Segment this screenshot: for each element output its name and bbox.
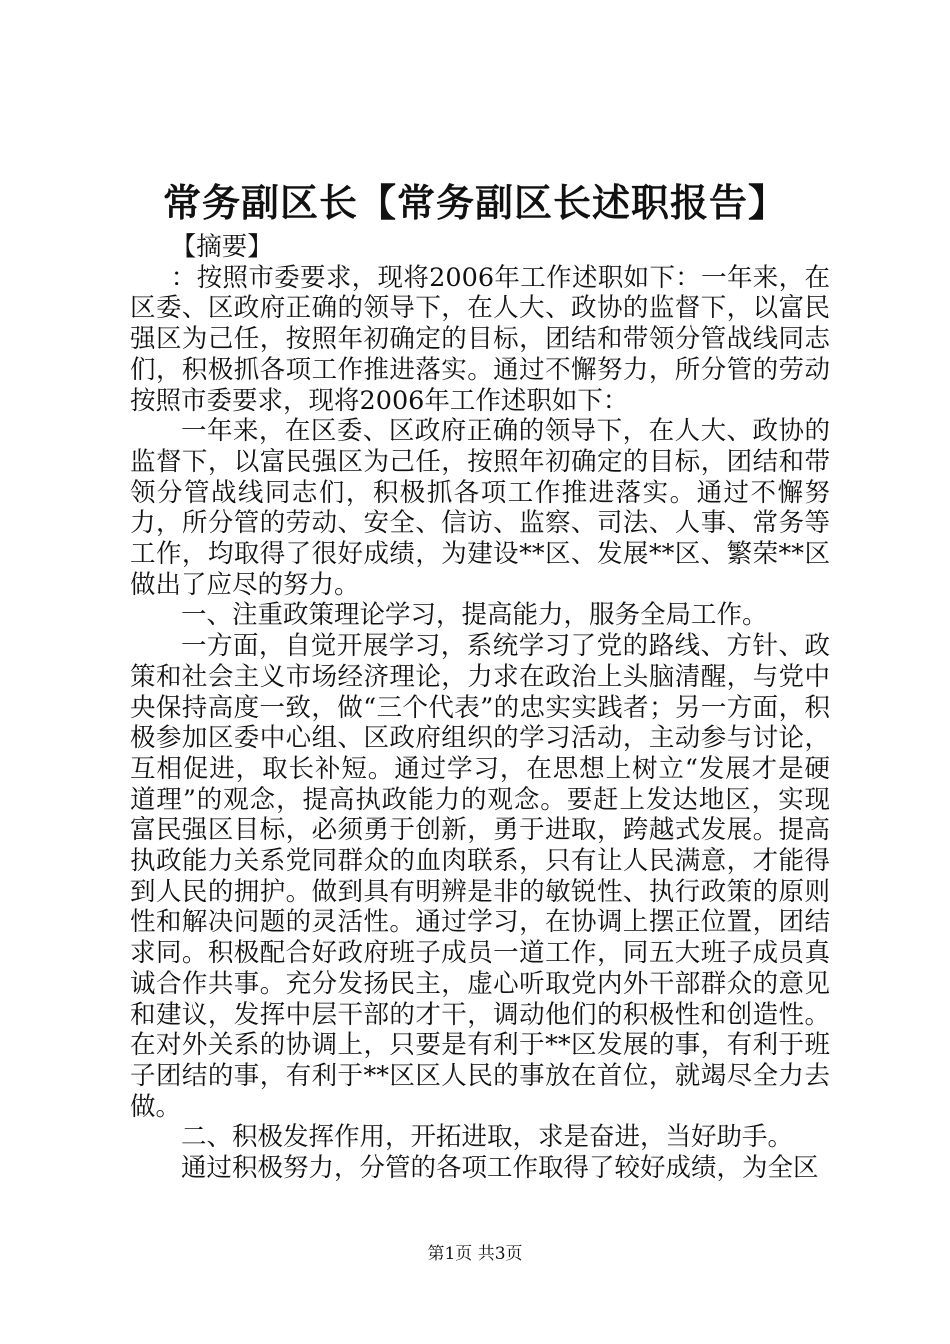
section-heading: 一、注重政策理论学习，提高能力，服务全局工作。	[181, 600, 768, 631]
section-heading: 二、积极发挥作用，开拓进取，求是奋进，当好助手。	[181, 1122, 794, 1153]
page-title: 常务副区长【常务副区长述职报告】	[162, 180, 787, 225]
page-footer: 第1页 共3页	[427, 1244, 523, 1264]
document-body	[130, 232, 830, 1184]
body-paragraph: 通过积极努力，分管的各项工作取得了较好成绩，为全区	[181, 1153, 819, 1184]
body-paragraph: 一年来，在区委、区政府正确的领导下，在人大、政协的监督下，以富民强区为己任，按照年初确定的目标，团结和带领分管战线同志们，积极抓各项工作推进落实。通过不懈努力，所分管的劳动、安全、信访、监察、司法、人事、常务等工作，均取得了很好成绩，为建设**区、发展**区、繁荣**区做出了应尽的努力。	[130, 416, 830, 600]
summary-paragraph: ：按照市委要求，现将2006年工作述职如下：一年来，在区委、区政府正确的领导下，在人大、政协的监督下，以富民强区为己任，按照年初确定的目标，团结和带领分管战线同志们，积极抓各项工作推进落实。通过不懈努力，所分管的劳动按照市委要求，现将2006年工作述职如下：	[130, 262, 830, 416]
summary-label: 【摘要】	[170, 232, 273, 262]
body-paragraph: 一方面，自觉开展学习，系统学习了党的路线、方针、政策和社会主义市场经济理论，力求在政治上头脑清醒，与党中央保持高度一致，做“三个代表”的忠实实践者；另一方面，积极参加区委中心组、区政府组织的学习活动，主动参与讨论，互相促进，取长补短。通过学习，在思想上树立“发展才是硬道理”的观念，提高执政能力的观念。要赶上发达地区，实现富民强区目标，必须勇于创新，勇于进取，跨越式发展。提高执政能力关系党同群众的血肉联系，只有让人民满意，才能得到人民的拥护。做到具有明辨是非的敏锐性、执行政策的原则性和解决问题的灵活性。通过学习，在协调上摆正位置，团结求同。积极配合好政府班子成员一道工作，同五大班子成员真诚合作共事。充分发扬民主，虚心听取党内外干部群众的意见和建议，发挥中层干部的才干，调动他们的积极性和创造性。在对外关系的协调上，只要是有利于**区发展的事，有利于班子团结的事，有利于**区区人民的事放在首位，就竭尽全力去做。	[130, 631, 830, 1122]
